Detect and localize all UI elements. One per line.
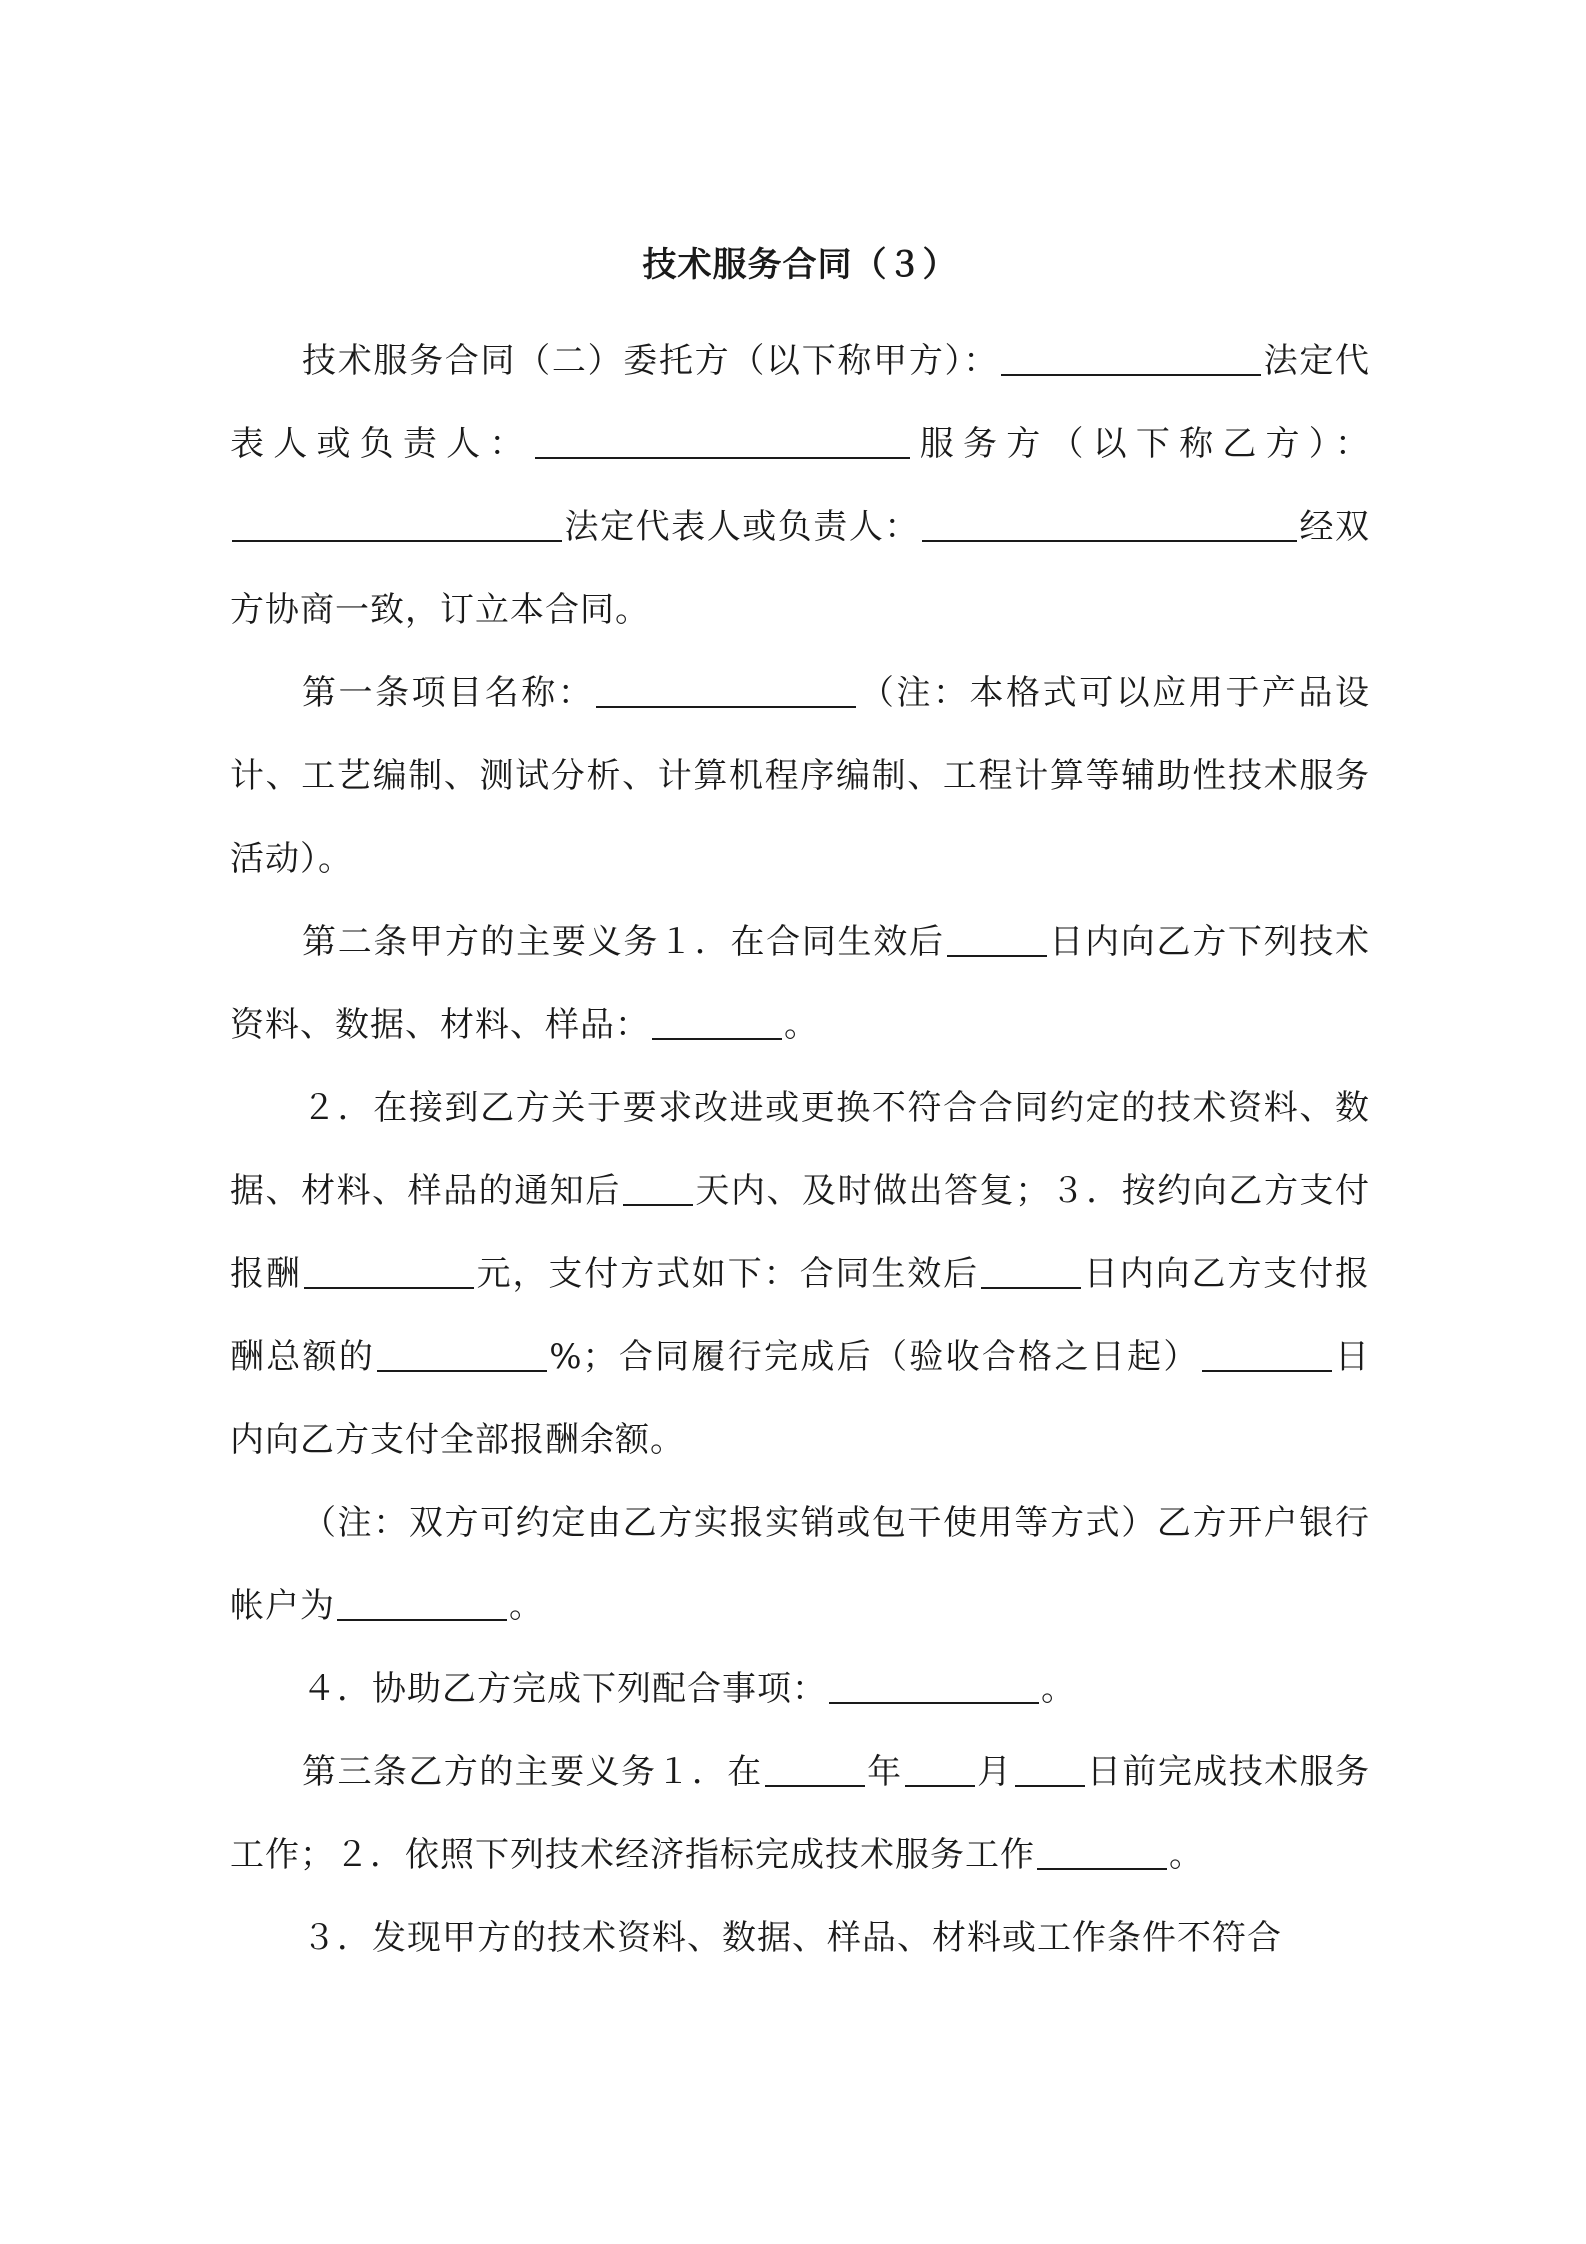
text-materials-list-label: 日内向乙方下列技术资料、数据、材料、样品：: [230, 922, 1371, 1045]
document-title: 技术服务合同（３）: [642, 245, 958, 285]
paragraph-article-2: [230, 901, 1370, 1067]
text-client-duty-1: 第二条甲方的主要义务１．在合同生效后: [302, 922, 945, 962]
text-agreement-clause: 经双方协商一致，订立本合同。: [230, 507, 1371, 630]
blank-client-name[interactable]: [1001, 344, 1261, 376]
blank-materials-list[interactable]: [652, 1008, 782, 1040]
text-provider-duty-1: 第三条乙方的主要义务１．在: [302, 1752, 763, 1792]
text-month: 月: [976, 1752, 1013, 1792]
paragraph-article-1: [230, 652, 1370, 901]
text-project-note: （注：本格式可以应用于产品设计、工艺编制、测试分析、计算机程序编制、工程计算等辅助性技术服务活动）。: [230, 673, 1371, 879]
text-provider-duty-2: 日前完成技术服务工作；２．依照下列技术经济指标完成技术服务工作: [230, 1752, 1371, 1875]
text-period: 。: [1041, 1669, 1076, 1709]
text-year: 年: [866, 1752, 903, 1792]
text-provider-duty-3: ３．发现甲方的技术资料、数据、样品、材料或工作条件不符合: [302, 1918, 1282, 1958]
text-period: 。: [1169, 1835, 1204, 1875]
text-period: 。: [509, 1586, 544, 1626]
text-client-duty-3: 天内、及时做出答复；３．按约向乙方支付报酬: [230, 1171, 1371, 1294]
blank-days-provide-materials[interactable]: [947, 925, 1047, 957]
text-provider-label: 服务方（以下称乙方）：: [911, 424, 1371, 464]
blank-payment-days[interactable]: [981, 1257, 1081, 1289]
paragraph-provider-duty-3: [230, 1897, 1370, 1980]
blank-payment-percent[interactable]: [377, 1340, 547, 1372]
blank-balance-days[interactable]: [1202, 1340, 1332, 1372]
paragraph-article-3: [230, 1731, 1370, 1897]
blank-technical-indicators[interactable]: [1037, 1838, 1167, 1870]
paragraph-client-duty-2-3: [230, 1067, 1370, 1482]
text-after-completion: %；合同履行完成后（验收合格之日起）: [549, 1337, 1200, 1377]
blank-payment-amount[interactable]: [304, 1257, 474, 1289]
text-payment-method: 元，支付方式如下：合同生效后: [475, 1254, 979, 1294]
blank-provider-representative[interactable]: [922, 510, 1297, 542]
blank-bank-account[interactable]: [337, 1589, 507, 1621]
blank-completion-year[interactable]: [765, 1755, 865, 1787]
text-period: 。: [784, 1005, 819, 1045]
document-page: [230, 240, 1370, 1980]
text-client-label: 技术服务合同（二）委托方（以下称甲方）：: [302, 341, 999, 381]
text-client-duty-2: ２．在接到乙方关于要求改进或更换不符合合同约定的技术资料、数据、材料、样品的通知后: [230, 1088, 1370, 1211]
blank-provider-name[interactable]: [232, 510, 562, 542]
text-provider-rep-label: 法定代表人或负责人：: [564, 507, 920, 547]
blank-cooperation-items[interactable]: [829, 1672, 1039, 1704]
paragraph-bank-account: [230, 1482, 1370, 1648]
text-payment-percent-label: 日内向乙方支付报酬总额的: [230, 1254, 1371, 1377]
text-bank-account-label: （注：双方可约定由乙方实报实销或包干使用等方式）乙方开户银行帐户为: [230, 1503, 1370, 1626]
blank-project-name[interactable]: [596, 676, 856, 708]
paragraph-client-duty-4: [230, 1648, 1370, 1731]
blank-client-representative[interactable]: [535, 427, 910, 459]
text-balance-payment: 日内向乙方支付全部报酬余额。: [230, 1337, 1371, 1460]
blank-reply-days[interactable]: [623, 1174, 693, 1206]
text-project-name-label: 第一条项目名称：: [302, 673, 595, 713]
paragraph-parties: [230, 320, 1370, 652]
text-cooperation-label: ４．协助乙方完成下列配合事项：: [302, 1669, 827, 1709]
text-client-rep-label: 法定代表人或负责人：: [230, 341, 1371, 464]
blank-completion-month[interactable]: [905, 1755, 975, 1787]
blank-completion-day[interactable]: [1015, 1755, 1085, 1787]
